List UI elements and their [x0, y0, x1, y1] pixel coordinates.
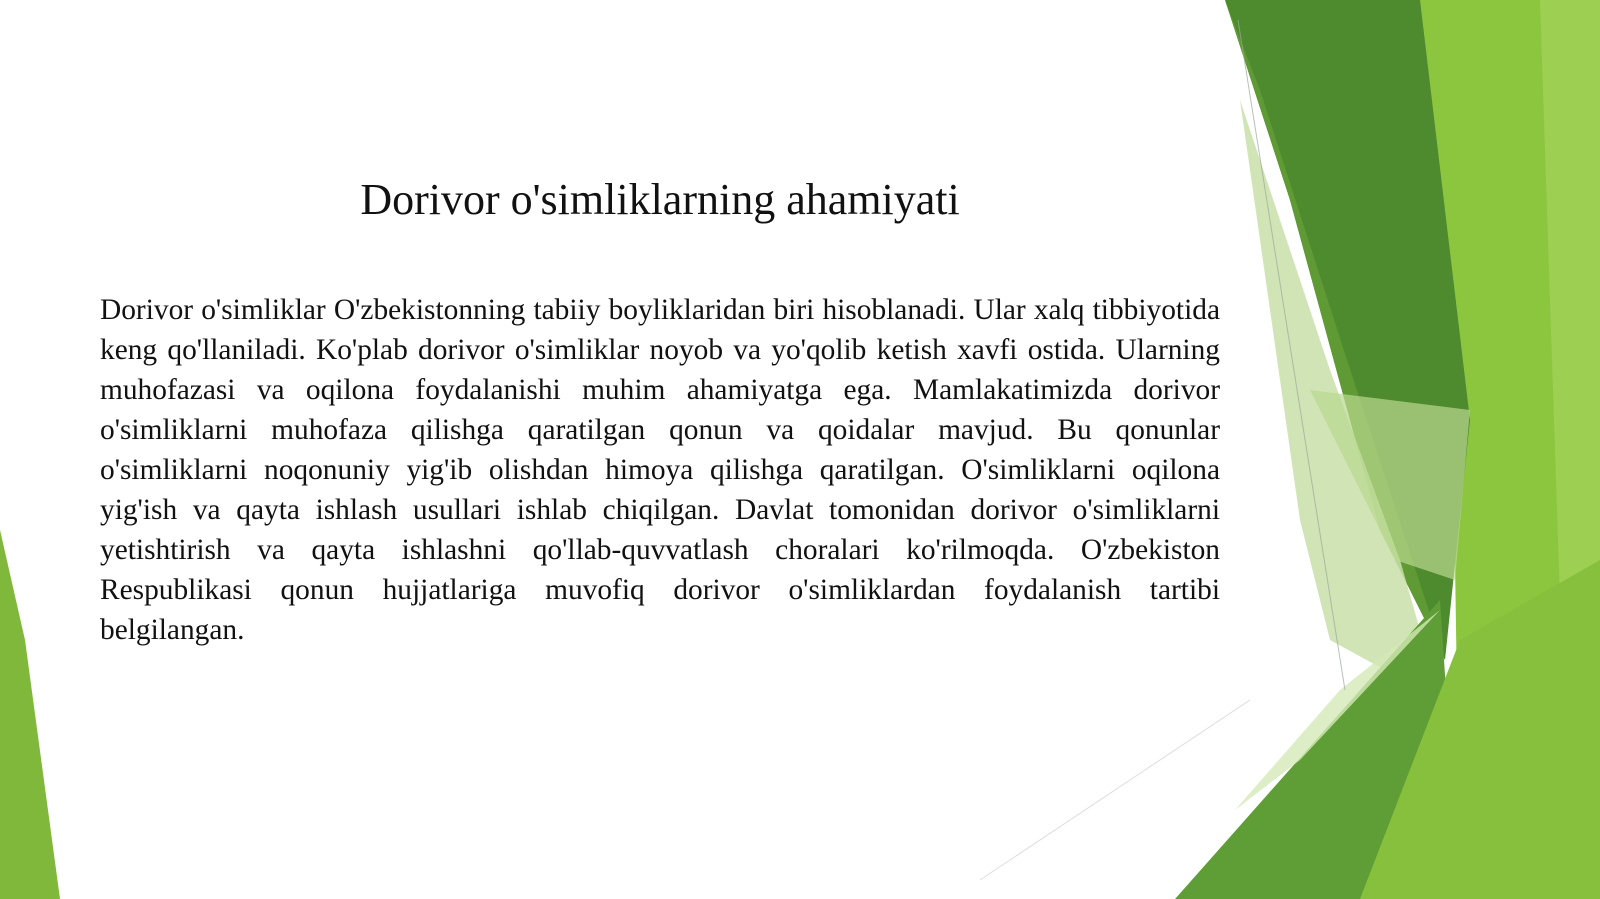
thin-diagonal-line-lower: [980, 700, 1250, 880]
slide-body-text: Dorivor o'simliklar O'zbekistonning tabiiy boyliklaridan biri hisoblanadi. Ular xalq tibbiyotida keng qo'llaniladi. Ko'plab dorivor o'simliklar noyob va yo'qolib ketish xavfi ostida. Ularning muhofazasi va oqilona foydalanishi muhim ahamiyatga ega. Mamlakatimizda dorivor o'simliklarni muhofaza qilishga qaratilgan qonun va qoidalar mavjud. Bu qonunlar o'simliklarni noqonuniy yig'ib olishdan himoya qilishga qaratilgan. O'simliklarni oqilona yig'ish va qayta ishlash usullari ishlab chiqilgan. Davlat tomonidan dorivor o'simliklarni yetishtirish va qayta ishlashni qo'llab-quvvatlash choralari ko'rilmoqda. O'zbekiston Respublikasi qonun hujjatlariga muvofiq dorivor o'simliklardan foydalanish tartibi belgilangan.: [100, 294, 1220, 646]
left-green-sliver: [0, 530, 60, 899]
slide-title: Dorivor o'simliklarning ahamiyati: [360, 175, 960, 224]
